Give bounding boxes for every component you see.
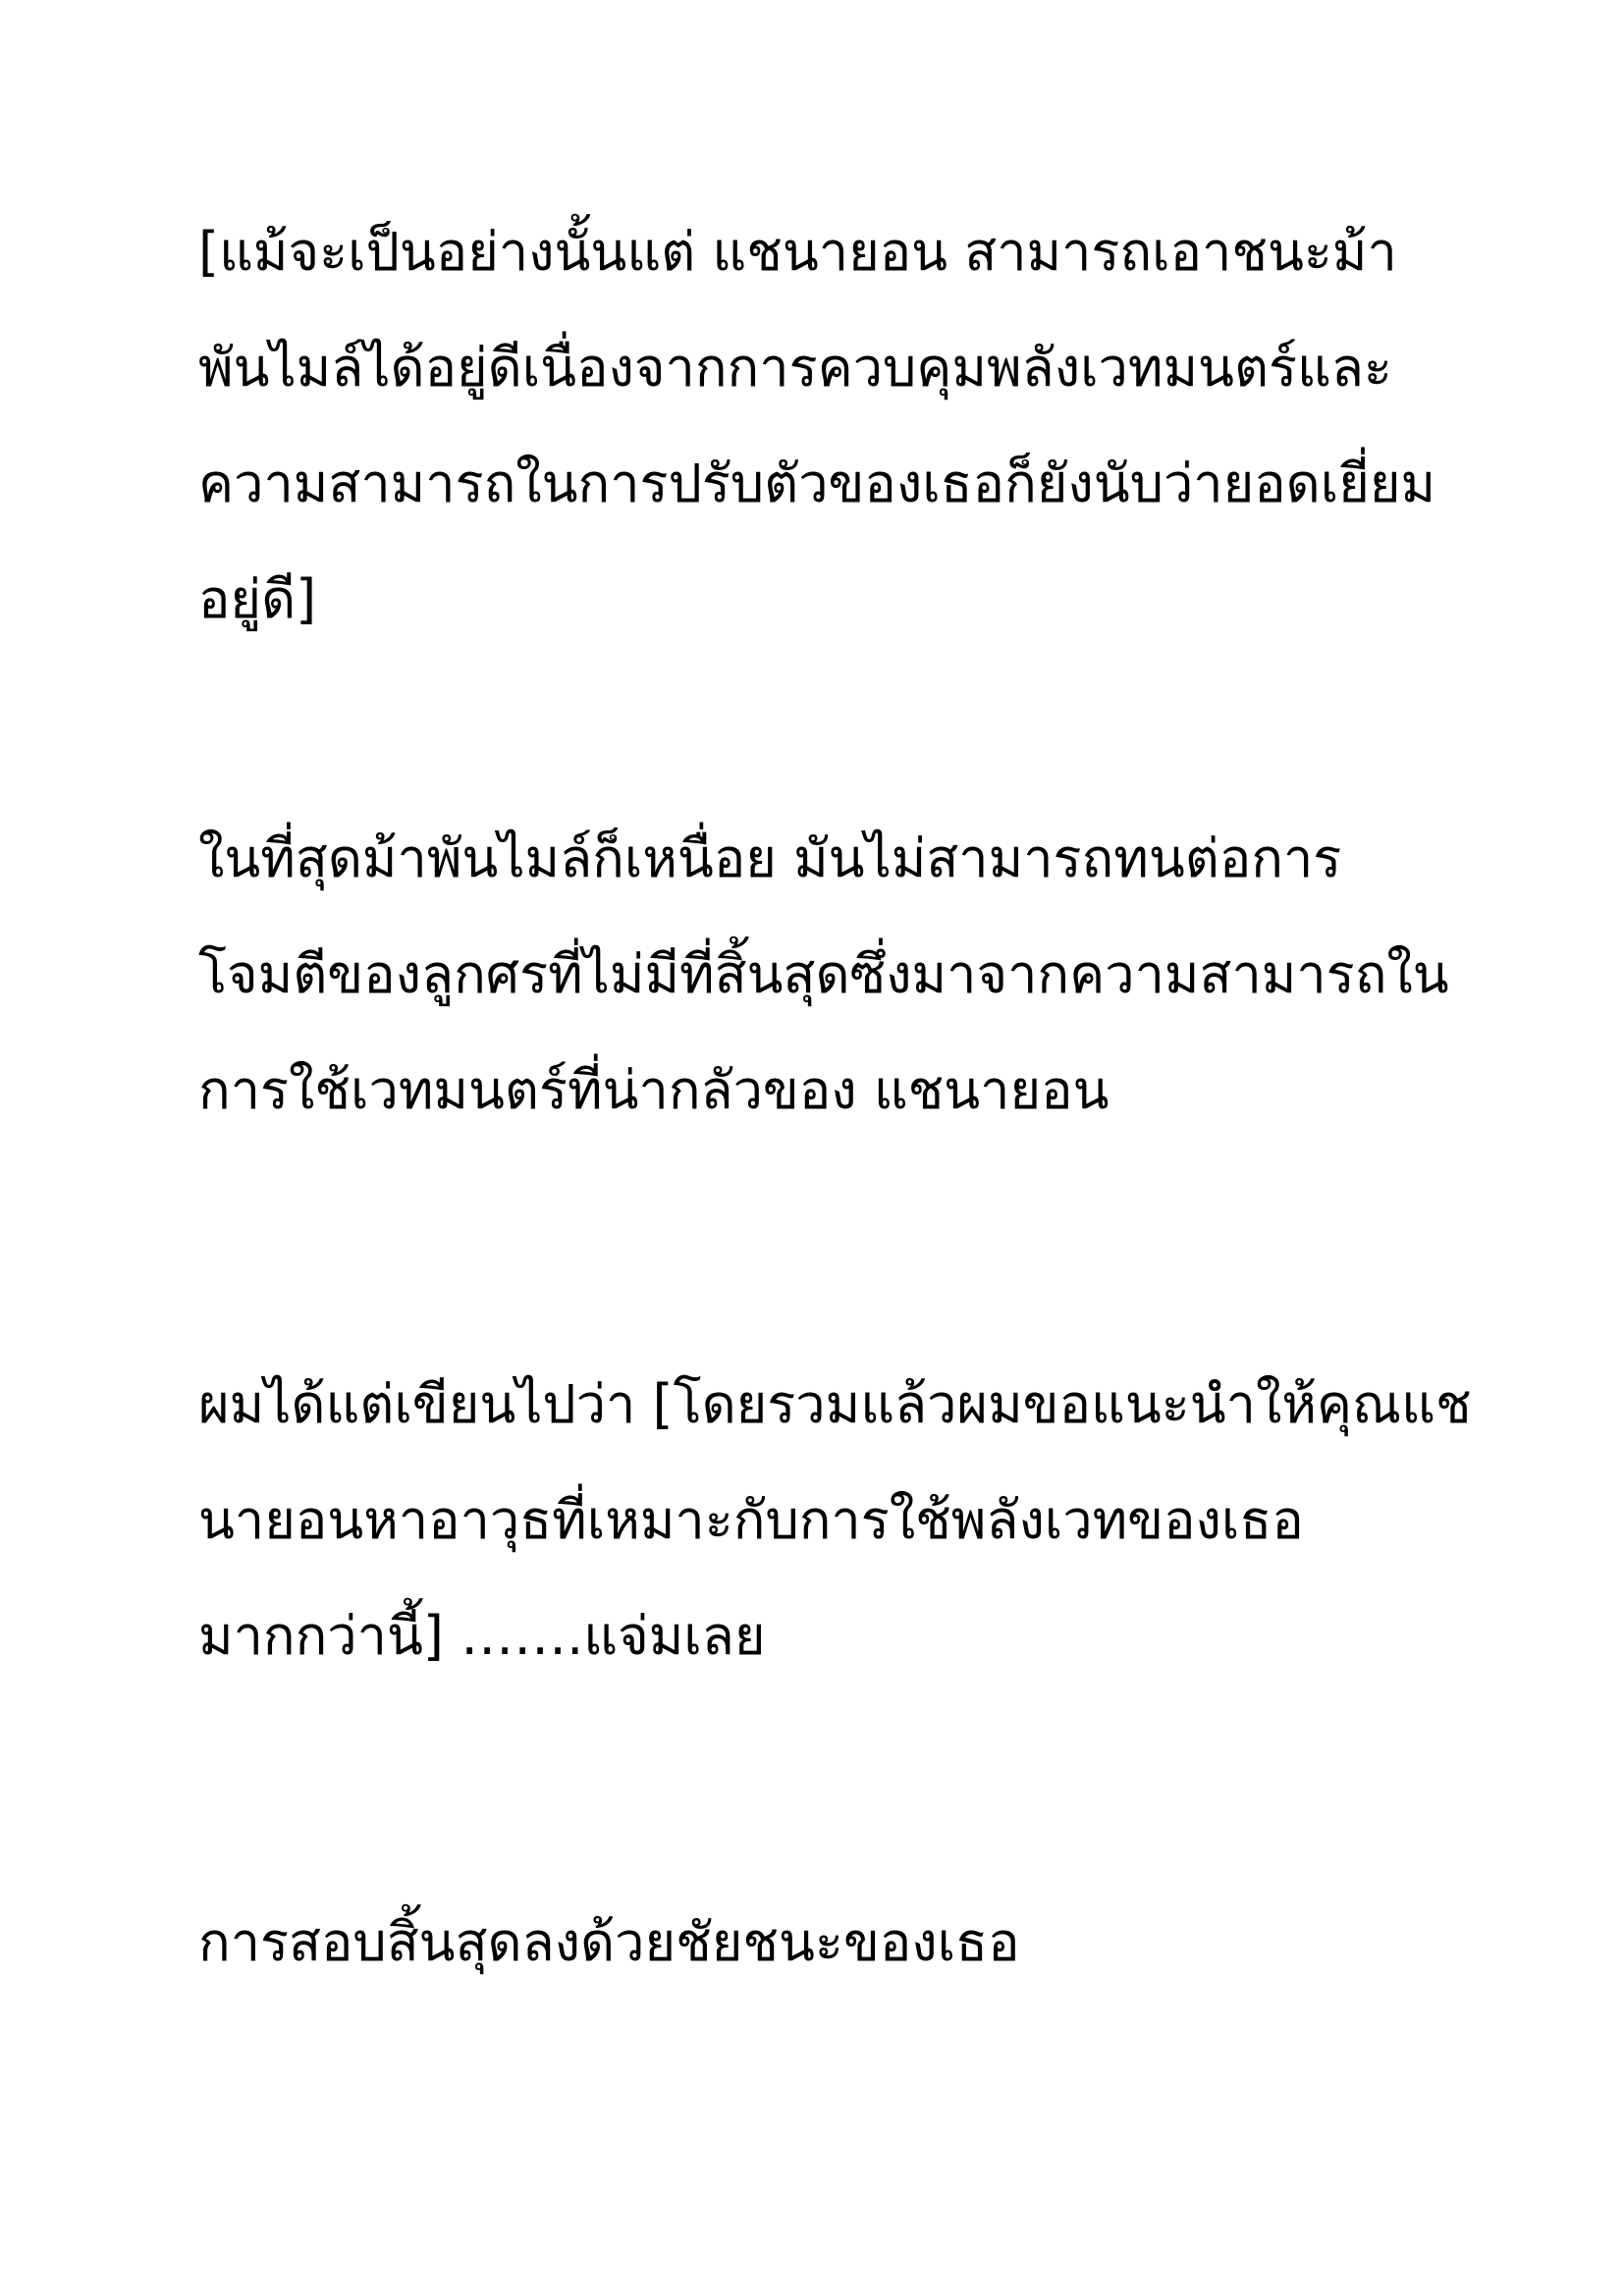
paragraph-3 — [198, 1347, 1475, 1694]
text-line: นายอนหาอาวุธที่เหมาะกับการใช้พลังเวทของเธอ — [198, 1489, 1304, 1551]
text-line: ความสามารถในการปรับตัวของเธอก็ยังนับว่ายอดเยี่ยม — [198, 453, 1436, 514]
text-line: อยู่ดี] — [198, 568, 317, 630]
text-line: ผมได้แต่เขียนไปว่า [โดยรวมแล้วผมขอแนะนำให้คุณแช — [198, 1373, 1472, 1435]
paragraph-1 — [198, 194, 1475, 658]
text-line: ในที่สุดม้าพันไมล์ก็เหนื่อย มันไม่สามารถทนต่อการ — [198, 828, 1342, 889]
text-line: การใช้เวทมนตร์ที่น่ากลัวของ แชนายอน — [198, 1059, 1110, 1121]
paragraph-4 — [198, 1885, 1475, 2001]
text-line: พันไมล์ได้อยู่ดีเนื่องจากการควบคุมพลังเวทมนตร์และ — [198, 337, 1392, 399]
paragraph-2 — [198, 801, 1475, 1148]
text-line: [แม้จะเป็นอย่างนั้นแต่ แชนายอน สามารถเอาชนะม้า — [198, 221, 1397, 283]
text-line: มากกว่านี้] …….แจ่มเลย — [198, 1605, 766, 1667]
text-line: โจมตีของลูกศรที่ไม่มีที่สิ้นสุดซึ่งมาจากความสามารถใน — [198, 943, 1449, 1005]
text-line: การสอบสิ้นสุดลงด้วยชัยชนะของเธอ — [198, 1911, 1020, 1973]
